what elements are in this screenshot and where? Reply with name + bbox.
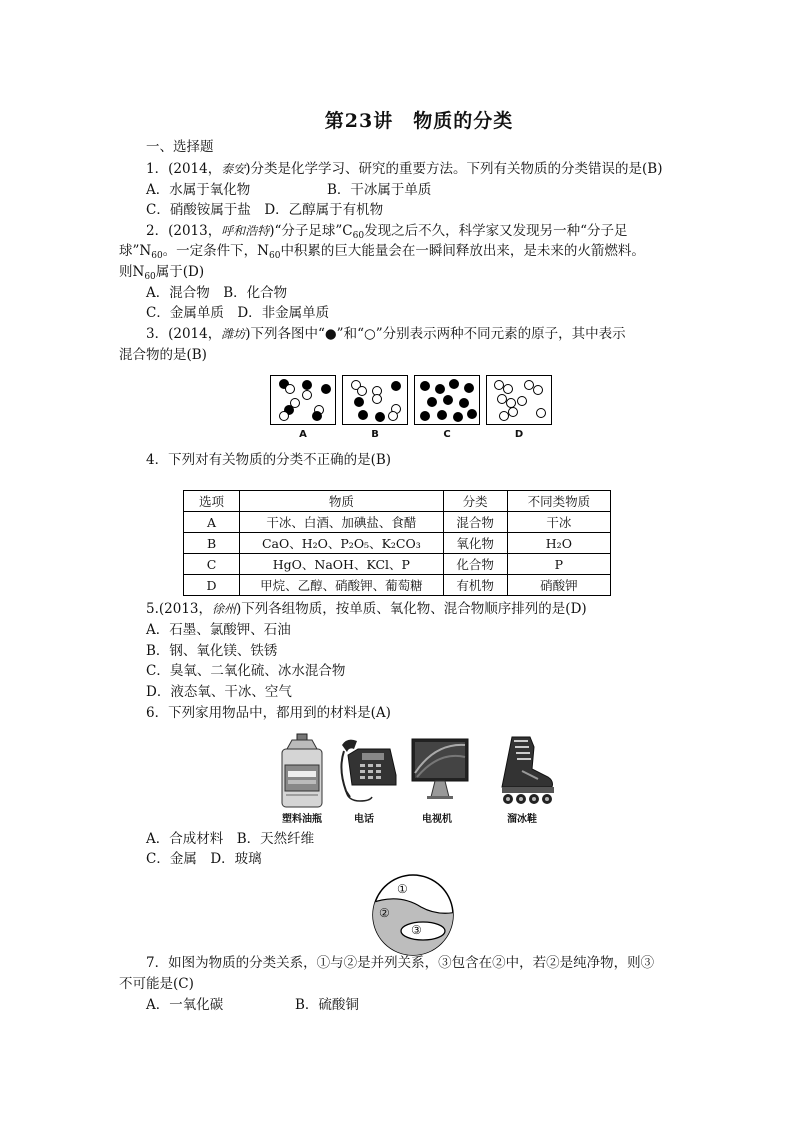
q2-l2-a: 球”N xyxy=(119,243,152,259)
white-atom xyxy=(285,384,295,394)
roller-skate-icon xyxy=(482,733,562,811)
q3-l1-a: 3．(2014， xyxy=(146,326,222,342)
q5-option: A．石墨、氯酸钾、石油 xyxy=(146,622,291,638)
white-atom xyxy=(372,394,382,404)
table-cell: 化合物 xyxy=(443,554,507,575)
table-cell: CaO、H₂O、P₂O₅、K₂CO₃ xyxy=(240,533,443,554)
q6-stem: 6．下列家用物品中，都用到的材料是(A) xyxy=(146,705,391,721)
q6-options-cd: C．金属 D．玻璃 xyxy=(146,851,262,867)
q5-option: B．钢、氧化镁、铁锈 xyxy=(146,643,278,659)
table-row xyxy=(184,575,611,596)
table-cell: 甲烷、乙醇、硝酸钾、葡萄糖 xyxy=(240,575,443,596)
q3-l1-b: )下列各图中“●”和“○”分别表示两种不同元素的原子，其中表示 xyxy=(245,326,626,342)
caption-television: 电视机 xyxy=(422,814,452,825)
black-atom xyxy=(427,397,437,407)
black-atom xyxy=(358,410,368,420)
molecule-label-c: C xyxy=(443,429,451,440)
q2-l2-b: 。一定条件下，N xyxy=(162,243,269,259)
black-atom xyxy=(391,381,401,391)
black-atom xyxy=(312,411,322,421)
q5-option: C．臭氧、二氧化硫、冰水混合物 xyxy=(146,663,346,679)
q2-options-cd: C．金属单质 D．非金属单质 xyxy=(146,305,330,321)
diagram-label-2: ② xyxy=(379,906,390,920)
q1-options-cd: C．硝酸铵属于盐 D．乙醇属于有机物 xyxy=(146,202,384,218)
q5-option: D．液态氧、干冰、空气 xyxy=(146,684,292,700)
molecule-box-a xyxy=(270,375,336,425)
table-cell: 硝酸钾 xyxy=(507,575,610,596)
q3-line2: 混合物的是(B) xyxy=(119,347,207,363)
white-atom xyxy=(503,384,513,394)
q2-l2-c: 中积累的巨大能量会在一瞬间释放出来，是未来的火箭燃料。 xyxy=(280,243,645,259)
diagram-label-3: ③ xyxy=(411,923,422,937)
q2-l1-sub: 60 xyxy=(352,231,365,241)
black-atom xyxy=(321,384,331,394)
black-atom xyxy=(420,381,430,391)
q2-l2-sub: 60 xyxy=(151,251,163,261)
q2-l2-sub2: 60 xyxy=(268,251,281,261)
caption-oil-bottle: 塑料油瓶 xyxy=(282,814,322,825)
table-row xyxy=(184,533,611,554)
q5-stem-a: 5.(2013， xyxy=(146,601,213,617)
q6-options-ab: A．合成材料 B．天然纤维 xyxy=(146,831,315,847)
table-header: 不同类物质 xyxy=(507,491,610,512)
white-atom xyxy=(388,411,398,421)
telephone-figure xyxy=(324,733,404,825)
black-atom xyxy=(437,410,447,420)
molecule-box-b xyxy=(342,375,408,425)
table-cell: 干冰 xyxy=(507,512,610,533)
television-icon xyxy=(397,733,477,811)
table-cell: B xyxy=(184,533,240,554)
black-atom xyxy=(443,395,453,405)
section-heading: 一、选择题 xyxy=(146,139,214,155)
q5-place: 徐州 xyxy=(212,602,237,616)
white-atom xyxy=(302,390,312,400)
table-cell: HgO、NaOH、KCl、P xyxy=(240,554,443,575)
q2-l3-a: 则N xyxy=(119,264,145,280)
table-cell: 氧化物 xyxy=(443,533,507,554)
molecule-box-c xyxy=(414,375,480,425)
molecule-label-a: A xyxy=(299,429,307,440)
black-atom xyxy=(354,397,364,407)
q1-place: 泰安 xyxy=(221,162,246,176)
table-header: 选项 xyxy=(184,491,240,512)
q2-place: 呼和浩特 xyxy=(221,224,270,238)
molecule-label-b: B xyxy=(371,429,379,440)
table-cell: 混合物 xyxy=(443,512,507,533)
table-row xyxy=(184,512,611,533)
q1-stem xyxy=(146,159,662,179)
q7-option-b: B．硫酸铜 xyxy=(295,997,359,1013)
caption-telephone: 电话 xyxy=(354,814,374,825)
table-cell: C xyxy=(184,554,240,575)
q2-l1-a: 2．(2013， xyxy=(146,223,222,239)
black-atom xyxy=(435,384,445,394)
white-atom xyxy=(279,411,289,421)
white-atom xyxy=(533,385,543,395)
table-cell: 干冰、白酒、加碘盐、食醋 xyxy=(240,512,443,533)
white-atom xyxy=(508,407,518,417)
black-atom xyxy=(449,379,459,389)
q2-l1-b: )“分子足球”C xyxy=(269,223,353,239)
q7-line2: 不可能是(C) xyxy=(119,976,194,992)
q1-stem-b: )分类是化学学习、研究的重要方法。下列有关物质的分类错误的是(B) xyxy=(245,161,663,177)
table-header: 分类 xyxy=(443,491,507,512)
q2-l1-c: 发现之后不久，科学家又发现另一种“分子足 xyxy=(364,223,628,239)
caption-roller-skate: 溜冰鞋 xyxy=(507,814,537,825)
table-row xyxy=(184,554,611,575)
page-title: 第23讲 物质的分类 xyxy=(324,110,514,132)
q2-l3-b: 属于(D) xyxy=(155,264,205,280)
black-atom xyxy=(453,412,463,422)
classification-circle-diagram xyxy=(371,873,455,957)
table-cell: H₂O xyxy=(507,533,610,554)
roller-skate-figure xyxy=(482,733,562,825)
black-atom xyxy=(375,412,385,422)
diagram-label-1: ① xyxy=(397,882,408,896)
white-atom xyxy=(357,386,367,396)
black-atom xyxy=(302,380,312,390)
black-atom xyxy=(420,411,430,421)
white-atom xyxy=(536,408,546,418)
table-cell: 有机物 xyxy=(443,575,507,596)
white-atom xyxy=(517,396,527,406)
table-cell: D xyxy=(184,575,240,596)
q4-stem: 4．下列对有关物质的分类不正确的是(B) xyxy=(146,452,392,468)
table-cell: P xyxy=(507,554,610,575)
q7-line1: 7．如图为物质的分类关系，①与②是并列关系，③包含在②中，若②是纯净物，则③ xyxy=(146,955,655,971)
table-header: 物质 xyxy=(240,491,443,512)
television-figure xyxy=(397,733,477,825)
q5-stem-b: )下列各组物质，按单质、氧化物、混合物顺序排列的是(D) xyxy=(236,601,587,617)
q7-option-a: A．一氧化碳 xyxy=(146,997,224,1013)
molecule-label-d: D xyxy=(514,429,524,440)
q1-stem-a: 1．(2014， xyxy=(146,161,222,177)
table-cell: A xyxy=(184,512,240,533)
black-atom xyxy=(464,383,474,393)
black-atom xyxy=(459,398,469,408)
telephone-icon xyxy=(324,733,404,811)
q3-line1 xyxy=(146,324,626,344)
table-header-row xyxy=(184,491,611,512)
q5-stem xyxy=(146,599,587,619)
classification-table xyxy=(183,490,611,596)
q1-option-b: B．干冰属于单质 xyxy=(327,182,432,198)
black-atom xyxy=(467,409,477,419)
q3-place: 潍坊 xyxy=(221,327,246,341)
q2-options-ab: A．混合物 B．化合物 xyxy=(146,285,288,301)
q1-option-a: A．水属于氧化物 xyxy=(146,182,251,198)
q2-l3-sub: 60 xyxy=(144,272,156,282)
molecule-box-d xyxy=(486,375,552,425)
molecule-diagrams xyxy=(270,375,556,445)
